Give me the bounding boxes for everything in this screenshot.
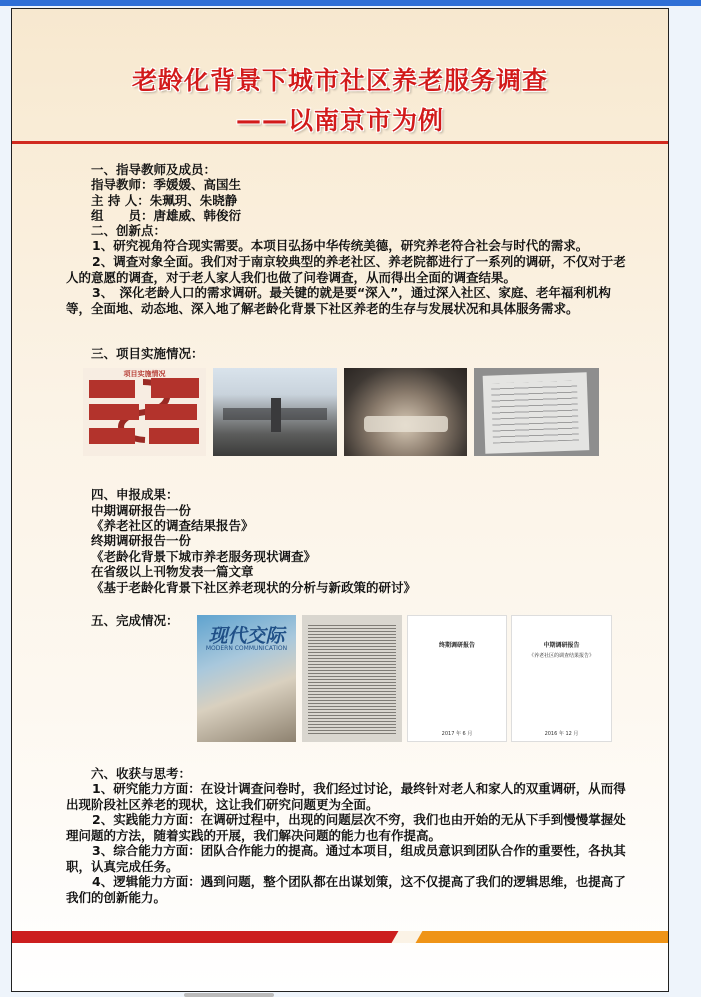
innovation-point-1: 1、研究视角符合现实需要。本项目弘扬中华传统美德，研究养老符合社会与时代的需求。 [92,238,589,253]
section5-heading: 五、完成情况： [91,613,179,628]
journal-article-page [302,615,402,742]
reflection-1: 1、研究能力方面：在设计调查问卷时，我们经过讨论，最终针对老人和家人的双重调研，从而得出现阶段社区养老的现状，这让我们研究问题更为全面。 [66,781,626,812]
photo-community-meeting [213,368,337,456]
browser-top-bar [0,0,701,6]
midterm-report-subtitle: 《养老社区的调查结果报告》 [528,653,594,659]
bottom-red-bar [12,931,407,943]
section3-heading: 三、项目实施情况： [91,346,204,361]
team-members: 组 员：唐雄威、韩俊衍 [91,208,242,223]
poster [11,8,669,992]
reflection-4: 4、逻辑能力方面：遇到问题，整个团队都在出谋划策，这不仅提高了我们的逻辑思维，也提高了我们的创新能力。 [66,874,626,905]
poster-subtitle: ——以南京市为例 [235,106,444,135]
achievement-item: 终期调研报告一份 [91,533,192,548]
final-report-cover [407,615,507,742]
poster-title: 老龄化背景下城市社区养老服务调查 [131,66,548,95]
advisor-teachers: 指导教师：季媛媛、高国生 [91,177,242,192]
photo-elderly-group [344,368,467,456]
section6-heading: 六、收获与思考： [91,766,192,781]
reflection-2: 2、实践能力方面：在调研过程中，出现的问题层次不穷，我们也由开始的无从下手到慢慢掌握处理问题的方法，随着实践的开展，我们解决问题的能力也有作提高。 [66,812,626,843]
achievement-item: 在省级以上刊物发表一篇文章 [91,564,254,579]
implementation-flowchart [83,368,206,456]
section2-heading: 二、创新点： [91,223,167,238]
innovation-point-2: 2、调查对象全面。我们对于南京较典型的养老社区、养老院都进行了一系列的调研，不仅对于老人的意愿的调查，对于老人家人我们也做了问卷调查，从而得出全面的调查结果。 [66,254,626,285]
final-report-date: 2017 年 6 月 [441,731,473,737]
photo-questionnaire [474,368,599,456]
flowchart-graphic [83,368,206,456]
horizontal-scrollbar[interactable] [184,993,274,997]
midterm-report-cover [511,615,612,742]
section1-heading: 一、指导教师及成员： [91,162,217,177]
magazine-subtitle: MODERN COMMUNICATION [205,645,288,652]
midterm-report-date: 2016 年 12 月 [544,731,579,737]
reflection-3: 3、综合能力方面：团队合作能力的提高。通过本项目，组成员意识到团队合作的重要性，各执其职，认真完成任务。 [66,843,626,874]
title-divider [12,141,668,144]
achievement-item: 中期调研报告一份 [91,503,192,518]
flowchart-title: 项目实施情况 [123,370,166,378]
achievement-item: 《基于老龄化背景下社区养老现状的分析与新政策的研讨》 [91,580,417,595]
final-report-title: 终期调研报告 [438,642,475,649]
section4-heading: 四、申报成果： [91,487,179,502]
project-hosts: 主 持 人：朱珮玥、朱晓静 [91,193,238,208]
bottom-orange-bar [412,931,668,943]
achievement-item: 《老龄化背景下城市养老服务现状调查》 [91,549,317,564]
achievement-item: 《养老社区的调查结果报告》 [91,518,254,533]
innovation-point-3: 3、 深化老龄人口的需求调研。最关键的就是要“深入”，通过深入社区、家庭、老年福利机构等，全面地、动态地、深入地了解老龄化背景下社区养老的生存与发展状况和具体服务需求。 [66,285,611,316]
midterm-report-title: 中期调研报告 [543,642,580,649]
magazine-title: 现代交际 [208,625,285,647]
magazine-cover [197,615,296,742]
